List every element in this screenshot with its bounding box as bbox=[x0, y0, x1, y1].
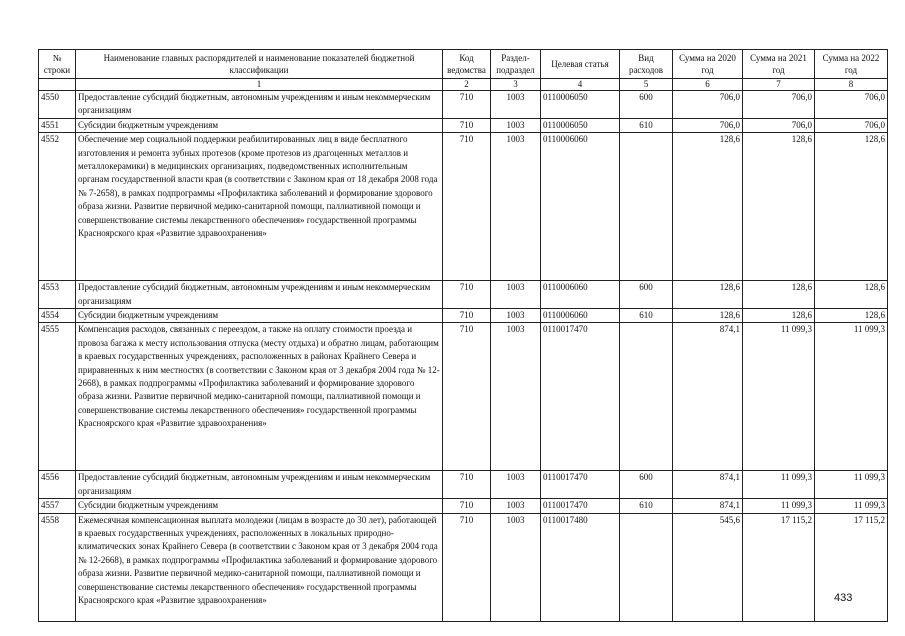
table-body bbox=[39, 91, 888, 622]
row-number-cell: 4558 bbox=[39, 513, 76, 621]
header-number-cell: 4 bbox=[541, 79, 620, 91]
division-cell: 1003 bbox=[491, 471, 541, 499]
sum-2020-cell: 545,6 bbox=[673, 513, 743, 621]
expense-kind-cell bbox=[620, 323, 673, 471]
row-name-cell: Субсидии бюджетным учреждениям bbox=[76, 309, 443, 323]
sum-2021-cell: 706,0 bbox=[743, 118, 815, 132]
budget-table bbox=[38, 49, 888, 622]
target-article-cell: 0110006060 bbox=[541, 309, 620, 323]
row-name-cell: Обеспечение мер социальной поддержки реабилитированных лиц в виде бесплатного изготовления и ремонта зубных протезов (кроме протезов из драгоценных металлов и металлокерамики) в медицинских организациях, подведомственных исполнительным органам государственной власти края (в соответствии с Законом края от 18 декабря 2008 года № 7-2658), в рамках подпрограммы «Профилактика заболеваний и формирование здорового образа жизни. Развитие первичной медико-санитарной помощи, паллиативной помощи и совершенствование системы лекарственного обеспечения» государственной программы Красноярского края «Развитие здравоохранения» bbox=[76, 133, 443, 281]
header-number-cell: 2 bbox=[443, 79, 491, 91]
header-division: Раздел-подраздел bbox=[491, 50, 541, 79]
sum-2021-cell: 11 099,3 bbox=[743, 471, 815, 499]
target-article-cell: 0110006060 bbox=[541, 133, 620, 281]
sum-2020-cell: 706,0 bbox=[673, 118, 743, 132]
expense-kind-cell bbox=[620, 133, 673, 281]
row-number-cell: 4555 bbox=[39, 323, 76, 471]
sum-2021-cell: 706,0 bbox=[743, 91, 815, 119]
header-sum-2021: Сумма на 2021 год bbox=[743, 50, 815, 79]
header-number-cell: 3 bbox=[491, 79, 541, 91]
division-cell: 1003 bbox=[491, 281, 541, 309]
sum-2020-cell: 706,0 bbox=[673, 91, 743, 119]
row-number-cell: 4552 bbox=[39, 133, 76, 281]
row-number-cell: 4556 bbox=[39, 471, 76, 499]
division-cell: 1003 bbox=[491, 309, 541, 323]
sum-2021-cell: 128,6 bbox=[743, 281, 815, 309]
expense-kind-cell: 600 bbox=[620, 91, 673, 119]
row-name-cell: Субсидии бюджетным учреждениям bbox=[76, 499, 443, 513]
header-number-cell bbox=[39, 79, 76, 91]
header-number-cell: 7 bbox=[743, 79, 815, 91]
sum-2022-cell: 706,0 bbox=[815, 118, 888, 132]
header-target-article: Целевая статья bbox=[541, 50, 620, 79]
sum-2020-cell: 874,1 bbox=[673, 499, 743, 513]
header-row-number: № строки bbox=[39, 50, 76, 79]
row-number-cell: 4550 bbox=[39, 91, 76, 119]
department-code-cell: 710 bbox=[443, 323, 491, 471]
division-cell: 1003 bbox=[491, 133, 541, 281]
row-name-cell: Предоставление субсидий бюджетным, автономным учреждениям и иным некоммерческим организациям bbox=[76, 91, 443, 119]
row-number-cell: 4554 bbox=[39, 309, 76, 323]
department-code-cell: 710 bbox=[443, 118, 491, 132]
header-expense-kind: Вид расходов bbox=[620, 50, 673, 79]
department-code-cell: 710 bbox=[443, 471, 491, 499]
page-number: 433 bbox=[834, 592, 853, 604]
header-number-cell: 6 bbox=[673, 79, 743, 91]
sum-2020-cell: 128,6 bbox=[673, 309, 743, 323]
department-code-cell: 710 bbox=[443, 133, 491, 281]
table-row bbox=[39, 513, 888, 621]
sum-2022-cell: 128,6 bbox=[815, 281, 888, 309]
sum-2022-cell: 11 099,3 bbox=[815, 499, 888, 513]
department-code-cell: 710 bbox=[443, 513, 491, 621]
row-name-cell: Субсидии бюджетным учреждениям bbox=[76, 118, 443, 132]
table-row bbox=[39, 309, 888, 323]
table-row bbox=[39, 499, 888, 513]
division-cell: 1003 bbox=[491, 499, 541, 513]
expense-kind-cell: 610 bbox=[620, 118, 673, 132]
sum-2020-cell: 128,6 bbox=[673, 281, 743, 309]
table-row bbox=[39, 133, 888, 281]
expense-kind-cell: 610 bbox=[620, 499, 673, 513]
expense-kind-cell: 610 bbox=[620, 309, 673, 323]
header-number-cell: 5 bbox=[620, 79, 673, 91]
sum-2022-cell: 11 099,3 bbox=[815, 471, 888, 499]
sum-2021-cell: 11 099,3 bbox=[743, 323, 815, 471]
target-article-cell: 0110017470 bbox=[541, 499, 620, 513]
sum-2021-cell: 128,6 bbox=[743, 309, 815, 323]
department-code-cell: 710 bbox=[443, 91, 491, 119]
division-cell: 1003 bbox=[491, 91, 541, 119]
sum-2021-cell: 128,6 bbox=[743, 133, 815, 281]
sum-2022-cell: 128,6 bbox=[815, 133, 888, 281]
sum-2021-cell: 17 115,2 bbox=[743, 513, 815, 621]
division-cell: 1003 bbox=[491, 118, 541, 132]
row-number-cell: 4551 bbox=[39, 118, 76, 132]
row-name-cell: Предоставление субсидий бюджетным, автономным учреждениям и иным некоммерческим организациям bbox=[76, 471, 443, 499]
sum-2022-cell: 706,0 bbox=[815, 91, 888, 119]
department-code-cell: 710 bbox=[443, 309, 491, 323]
sum-2022-cell: 11 099,3 bbox=[815, 323, 888, 471]
target-article-cell: 0110017470 bbox=[541, 323, 620, 471]
header-number-cell: 1 bbox=[76, 79, 443, 91]
header-number-cell: 8 bbox=[815, 79, 888, 91]
target-article-cell: 0110017470 bbox=[541, 471, 620, 499]
target-article-cell: 0110006050 bbox=[541, 91, 620, 119]
table-header bbox=[39, 50, 888, 91]
table-row bbox=[39, 471, 888, 499]
row-name-cell: Предоставление субсидий бюджетным, автономным учреждениям и иным некоммерческим организациям bbox=[76, 281, 443, 309]
target-article-cell: 0110017480 bbox=[541, 513, 620, 621]
header-department-code: Код ведомства bbox=[443, 50, 491, 79]
row-number-cell: 4553 bbox=[39, 281, 76, 309]
header-numbering-row bbox=[39, 79, 888, 91]
sum-2022-cell: 128,6 bbox=[815, 309, 888, 323]
sum-2020-cell: 874,1 bbox=[673, 471, 743, 499]
table-row bbox=[39, 323, 888, 471]
expense-kind-cell bbox=[620, 513, 673, 621]
department-code-cell: 710 bbox=[443, 499, 491, 513]
expense-kind-cell: 600 bbox=[620, 471, 673, 499]
header-name: Наименование главных распорядителей и наименование показателей бюджетной классификации bbox=[76, 50, 443, 79]
table-row bbox=[39, 91, 888, 119]
target-article-cell: 0110006060 bbox=[541, 281, 620, 309]
department-code-cell: 710 bbox=[443, 281, 491, 309]
sum-2020-cell: 874,1 bbox=[673, 323, 743, 471]
row-name-cell: Компенсация расходов, связанных с переездом, а также на оплату стоимости проезда и провоза багажа к месту использования отпуска (месту отдыха) и обратно лицам, работающим в краевых государственных учреждениях, расположенных в районах Крайнего Севера и приравненных к ним местностях (в соответствии с Законом края от 3 декабря 2004 года № 12-2668), в рамках подпрограммы «Профилактика заболеваний и формирование здорового образа жизни. Развитие первичной медико-санитарной помощи, паллиативной помощи и совершенствование системы лекарственного обеспечения» государственной программы Красноярского края «Развитие здравоохранения» bbox=[76, 323, 443, 471]
table-row bbox=[39, 281, 888, 309]
division-cell: 1003 bbox=[491, 323, 541, 471]
sum-2020-cell: 128,6 bbox=[673, 133, 743, 281]
row-number-cell: 4557 bbox=[39, 499, 76, 513]
sum-2021-cell: 11 099,3 bbox=[743, 499, 815, 513]
header-sum-2022: Сумма на 2022 год bbox=[815, 50, 888, 79]
division-cell: 1003 bbox=[491, 513, 541, 621]
header-sum-2020: Сумма на 2020 год bbox=[673, 50, 743, 79]
table-row bbox=[39, 118, 888, 132]
expense-kind-cell: 600 bbox=[620, 281, 673, 309]
row-name-cell: Ежемесячная компенсационная выплата молодежи (лицам в возрасте до 30 лет), работающей в краевых государственных учреждениях, расположенных в локальных природно-климатических зонах Крайнего Севера (в соответствии с Законом края от 3 декабря 2004 года № 12-2668), в рамках подпрограммы «Профилактика заболеваний и формирование здорового образа жизни. Развитие первичной медико-санитарной помощи, паллиативной помощи и совершенствование системы лекарственного обеспечения» государственной программы Красноярского края «Развитие здравоохранения» bbox=[76, 513, 443, 621]
target-article-cell: 0110006050 bbox=[541, 118, 620, 132]
sum-2022-cell: 17 115,2 bbox=[815, 513, 888, 621]
